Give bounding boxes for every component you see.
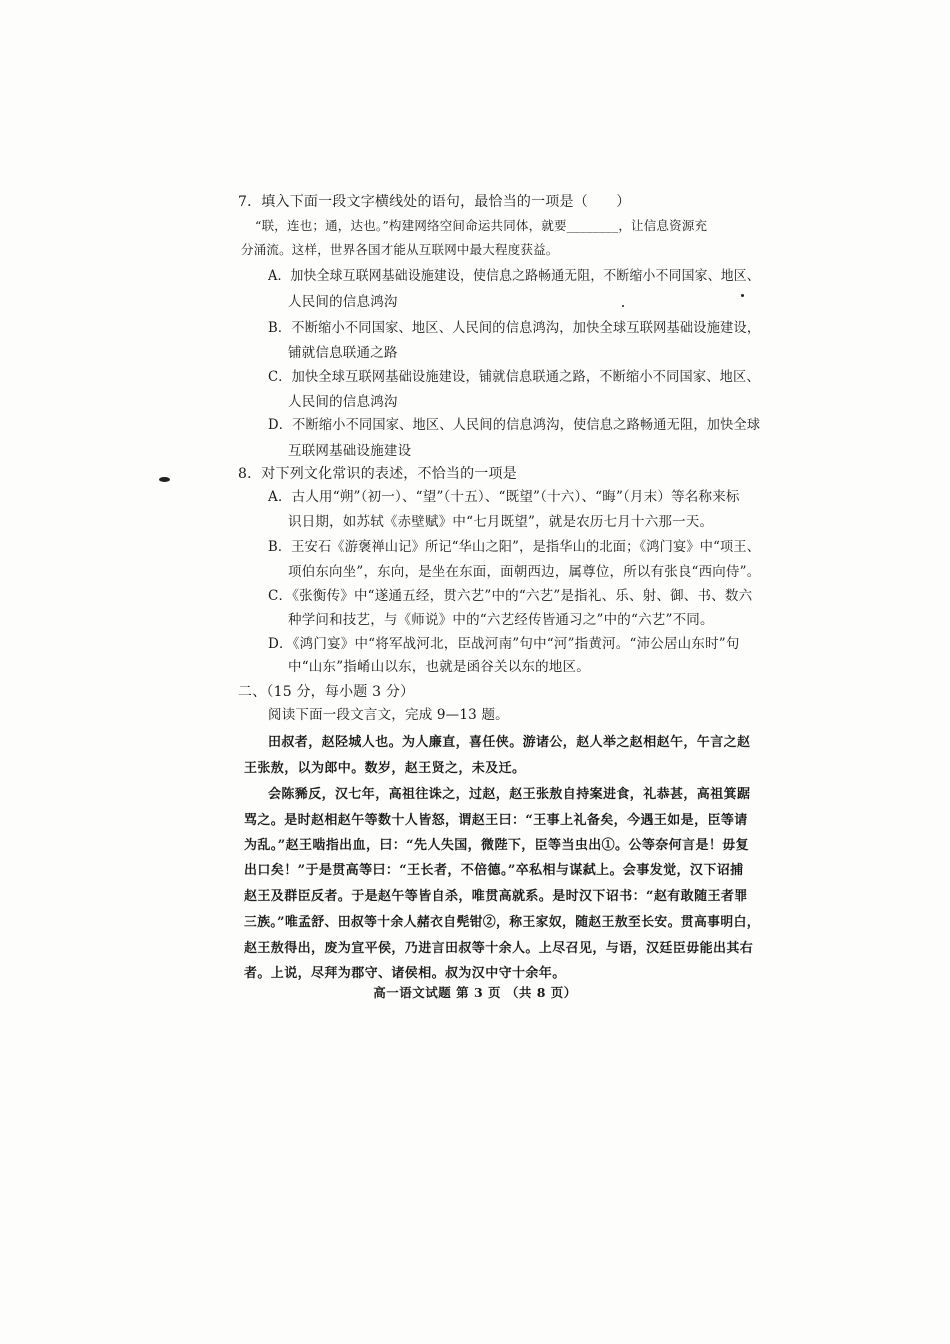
- passage-line: 三族。”唯孟舒、田叔等十余人赭衣自髡钳②，称王家奴，随赵王敖至长安。贯高事明白，: [244, 915, 760, 930]
- page-footer: 高一语文试题 第 3 页 （共 8 页）: [373, 985, 577, 1000]
- q7-option-a: A．加快全球互联网基础设施建设，使信息之路畅通无阻，不断缩小不同国家、地区、: [268, 268, 760, 284]
- q7-option-a-cont: 人民间的信息鸿沟: [288, 294, 398, 310]
- q7-option-c-cont: 人民间的信息鸿沟: [288, 394, 398, 410]
- passage-line: 出口矣！”于是贯高等曰：“王长者，不倍德。”卒私相与谋弑上。会事发觉，汉下诏捕: [244, 863, 744, 878]
- passage-line: 赵王敖得出，废为宣平侯，乃进言田叔等十余人。上尽召见，与语，汉廷臣毋能出其右: [244, 941, 754, 956]
- q7-option-c: C．加快全球互联网基础设施建设，铺就信息联通之路，不断缩小不同国家、地区、: [268, 369, 760, 385]
- q8-option-c-cont: 种学问和技艺，与《师说》中的“六艺经传皆通习之”中的“六艺”不同。: [288, 612, 714, 628]
- q8-option-d: D．《鸿门宴》中“将军战河北，臣战河南”句中“河”指黄河。“沛公居山东时”句: [268, 636, 740, 652]
- q7-stem-line: 分涌流。这样，世界各国才能从互联网中最大程度获益。: [241, 242, 559, 257]
- passage-line: 田叔者，赵陉城人也。为人廉直，喜任侠。游诸公，赵人举之赵相赵午，午言之赵: [268, 735, 751, 750]
- q8-title: 8．对下列文化常识的表述，不恰当的一项是: [238, 466, 517, 482]
- passage-line: 会陈豨反，汉七年，高祖往诛之，过赵，赵王张敖自持案进食，礼恭甚，高祖箕踞: [268, 787, 751, 802]
- scan-speck: [622, 305, 624, 307]
- passage-line: 者。上说，尽拜为郡守、诸侯相。叔为汉中守十余年。: [244, 966, 566, 981]
- q8-option-a: A．古人用“朔”（初一）、“望”（十五）、“既望”（十六）、“晦”（月末）等名称来标: [268, 489, 740, 505]
- passage-line: 骂之。是时赵相赵午等数十人皆怒，谓赵王曰：“王事上礼备矣，今遇王如是，臣等请: [244, 813, 748, 828]
- q7-stem-line: “联，连也；通，达也。”构建网络空间命运共同体，就要________，让信息资源充: [255, 218, 708, 233]
- q8-option-d-cont: 中“山东”指崤山以东，也就是函谷关以东的地区。: [288, 659, 590, 675]
- passage-line: 王张敖，以为郎中。数岁，赵王贤之，未及迁。: [244, 761, 526, 776]
- q8-option-b-cont: 项伯东向坐”，东向，是坐在东面，面朝西边，属尊位，所以有张良“西向侍”。: [288, 564, 761, 580]
- q8-option-c: C．《张衡传》中“遂通五经，贯六艺”中的“六艺”是指礼、乐、射、御、书、数六: [268, 588, 753, 604]
- q7-title: 7．填入下面一段文字横线处的语句，最恰当的一项是（ ）: [238, 194, 631, 210]
- q8-option-b: B．王安石《游褒禅山记》所记“华山之阳”，是指华山的北面；《鸿门宴》中“项王、: [268, 539, 761, 555]
- q8-option-a-cont: 识日期，如苏轼《赤壁赋》中“七月既望”，就是农历七月十六那一天。: [288, 514, 714, 530]
- q7-option-b: B．不断缩小不同国家、地区、人民间的信息鸿沟，加快全球互联网基础设施建设，: [268, 320, 761, 336]
- passage-line: 为乱。”赵王啮指出血，曰：“先人失国，微陛下，臣等当虫出①。公等奈何言是！毋复: [244, 838, 750, 853]
- scan-speck: [741, 294, 744, 297]
- q7-option-d: D．不断缩小不同国家、地区、人民间的信息鸿沟，使信息之路畅通无阻，加快全球: [268, 417, 761, 433]
- scan-speck: [159, 477, 170, 482]
- passage-line: 赵王及群臣反者。于是赵午等皆自杀，唯贯高就系。是时汉下诏书：“赵有敢随王者罪: [244, 889, 748, 904]
- q7-option-b-cont: 铺就信息联通之路: [288, 345, 398, 361]
- section-heading: 二、（15 分，每小题 3 分）: [238, 684, 415, 700]
- section-instruction: 阅读下面一段文言文，完成 9—13 题。: [268, 707, 509, 723]
- q7-option-d-cont: 互联网基础设施建设: [288, 443, 412, 459]
